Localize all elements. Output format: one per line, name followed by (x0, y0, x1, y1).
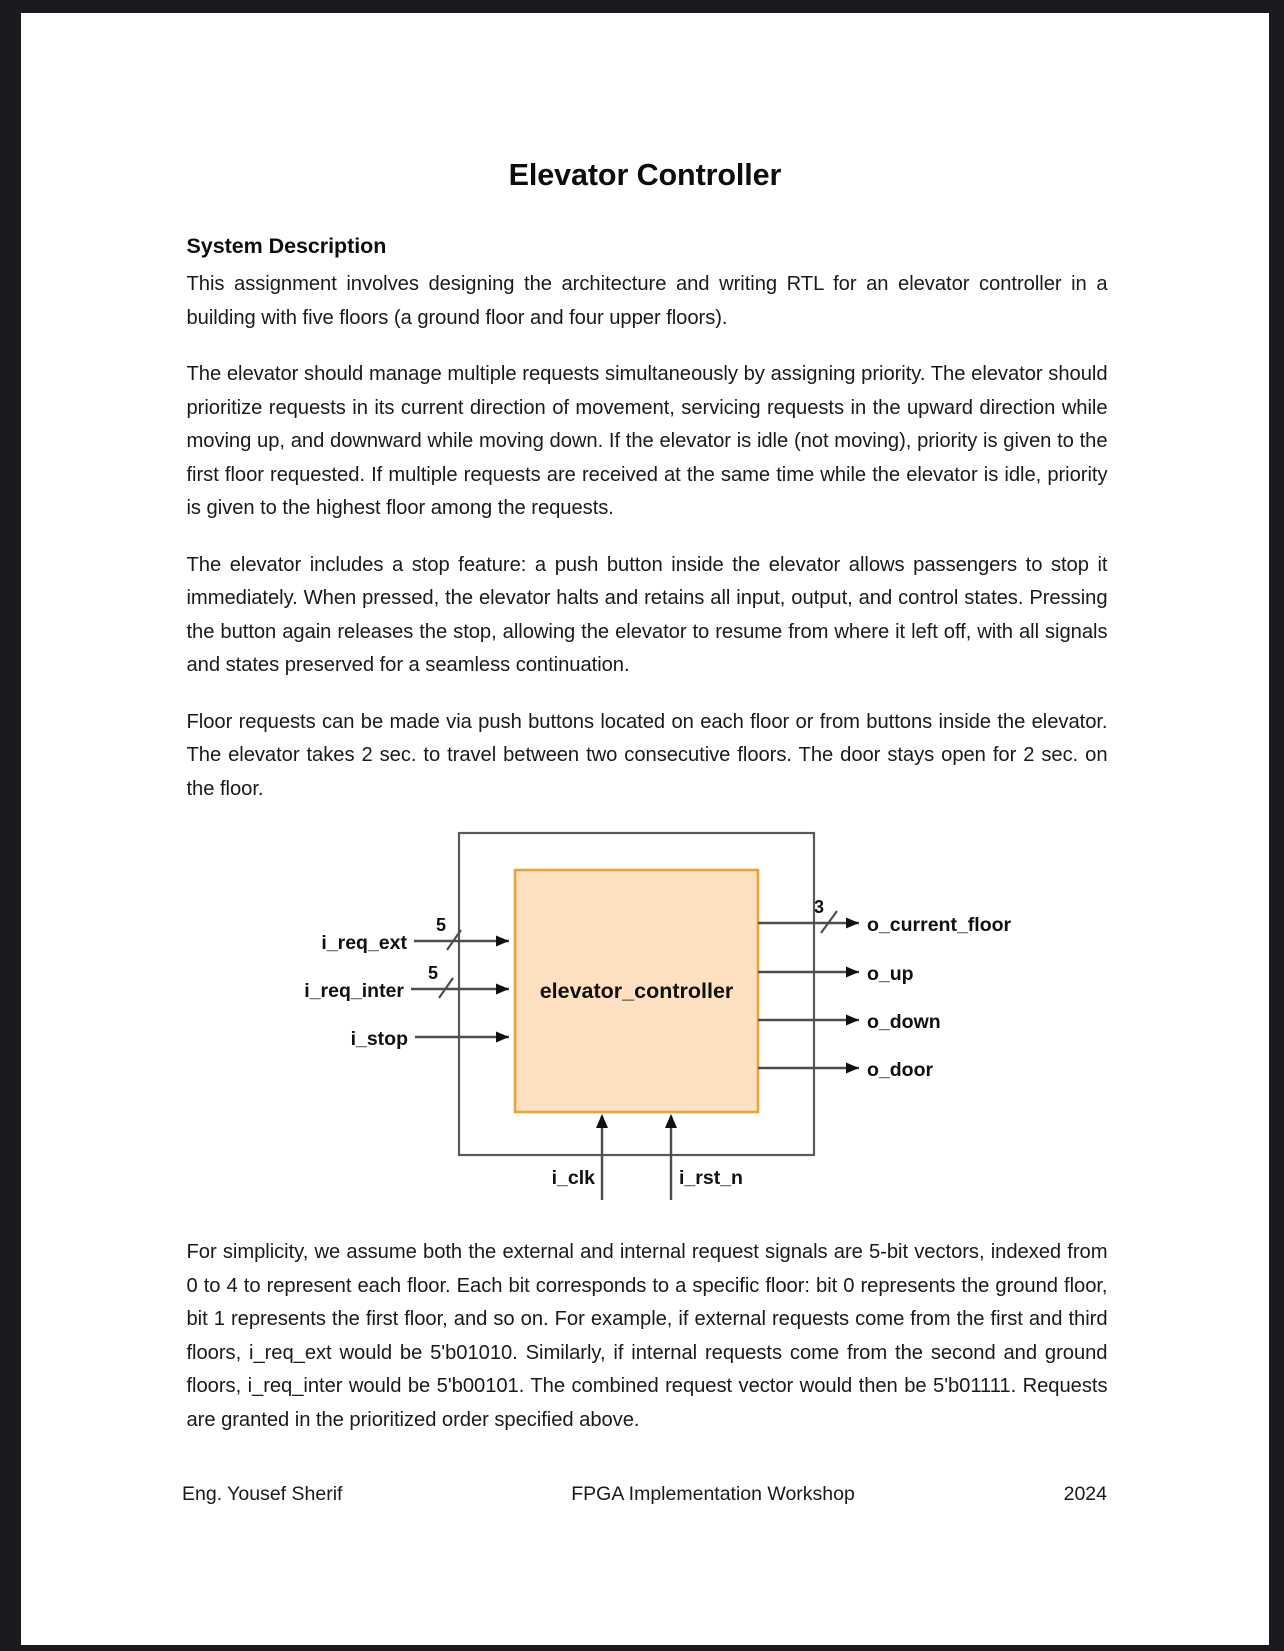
footer-course: FPGA Implementation Workshop (571, 1483, 855, 1505)
output-label-1: o_up (866, 963, 914, 985)
page-footer (182, 1483, 1107, 1506)
input-width-label-0: 5 (435, 915, 446, 935)
input-width-label-1: 5 (427, 963, 438, 983)
footer-year: 2024 (1063, 1483, 1107, 1505)
section-heading-system-description: System Description (186, 234, 387, 258)
paragraph-bit-encoding: For simplicity, we assume both the external and internal request signals are 5-bit vectors, indexed from 0 to 4 to represent each floor. Each bit corresponds to a specific floor: bit 0 represents the ground floor, bit 1 represents the first floor, and so on. For example, if external requests come from the first and third floors, i_req_ext would be 5'b01010. Similarly, if internal requests come from the second and ground floors, i_req_inter would be 5'b00101. The combined request vector would then be 5'b01111. Requests are granted in the prioritized order specified above. (186, 1241, 1108, 1431)
paragraph-floor-requests: Floor requests can be made via push buttons located on each floor or from buttons inside the elevator. The elevator takes 2 sec. to travel between two consecutive floors. The door stays open for 2 sec. on the floor. (186, 710, 1108, 800)
input-wire-i_req_ext (321, 915, 509, 954)
page-title: Elevator Controller (508, 158, 782, 192)
paragraph-priority: The elevator should manage multiple requests simultaneously by assigning priority. The elevator should prioritize requests in its current direction of movement, servicing requests in the upward direction while moving up, and downward while moving down. If the elevator is idle (not moving), priority is given to the first floor requested. If multiple requests are received at the same time while the elevator is idle, priority is given to the highest floor among the requests. (186, 363, 1108, 519)
input-label-0: i_req_ext (320, 932, 407, 954)
input-wire-i_rst_n (665, 1114, 743, 1200)
output-wire-o_current_floor (758, 897, 1012, 936)
output-label-3: o_door (866, 1059, 933, 1081)
output-wire-o_door (758, 1059, 933, 1081)
output-width-label-0: 3 (813, 897, 824, 917)
bottom-input-label-0: i_clk (551, 1167, 595, 1189)
footer-author: Eng. Yousef Sherif (182, 1483, 343, 1505)
input-wire-i_clk (551, 1114, 607, 1200)
block-diagram-svg (187, 828, 1112, 1210)
input-wire-i_stop (350, 1028, 508, 1050)
input-label-1: i_req_inter (303, 980, 404, 1002)
bottom-input-label-1: i_rst_n (678, 1167, 743, 1189)
output-wire-o_up (758, 963, 914, 985)
input-label-2: i_stop (350, 1028, 408, 1050)
document-body (21, 13, 1269, 1645)
paragraph-stop-feature: The elevator includes a stop feature: a push button inside the elevator allows passengers to stop it immediately. When pressed, the elevator halts and retains all input, output, and control states. Pressing the button again releases the stop, allowing the elevator to resume from where it left off, with all signals and states preserved for a seamless continuation. (186, 553, 1108, 676)
module-name-label: elevator_controller (539, 979, 733, 1003)
output-label-2: o_down (866, 1011, 941, 1033)
page-sheet (21, 13, 1269, 1645)
document-content (183, 234, 1108, 1437)
output-wire-o_down (758, 1011, 941, 1033)
output-label-0: o_current_floor (866, 914, 1011, 936)
input-wire-i_req_inter (304, 963, 509, 1002)
block-diagram (187, 828, 1112, 1210)
paragraph-intro: This assignment involves designing the architecture and writing RTL for an elevator controller in a building with five floors (a ground floor and four upper floors). (186, 273, 1108, 329)
